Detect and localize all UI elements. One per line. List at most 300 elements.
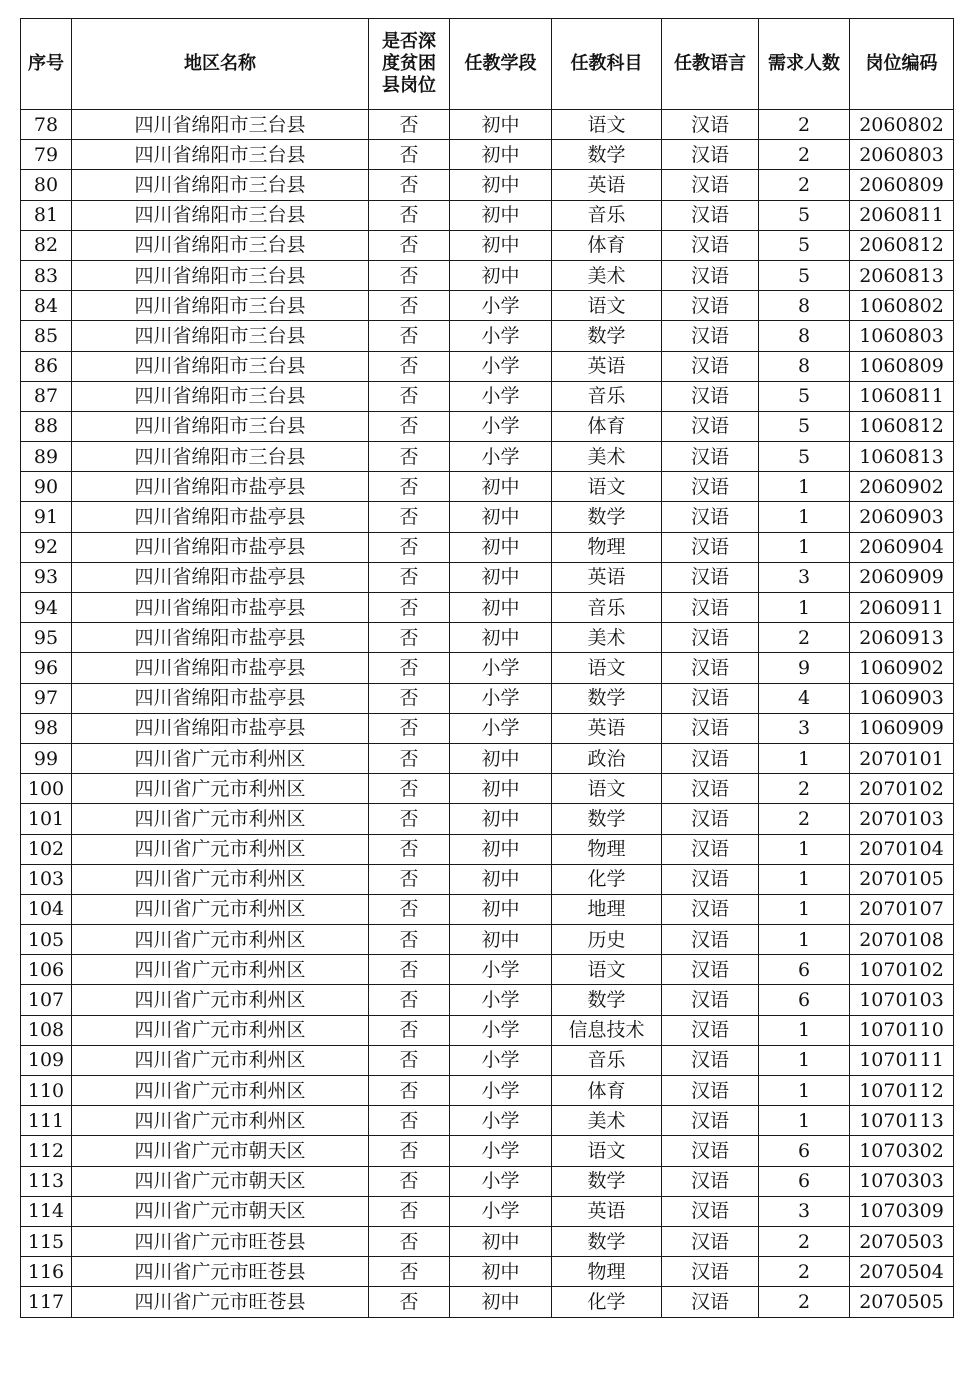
cell-poverty-county: 否 (369, 683, 450, 713)
cell-poverty-county: 否 (369, 1196, 450, 1226)
cell-demand-count: 1 (759, 894, 850, 924)
cell-position-code: 2060803 (850, 140, 954, 170)
cell-region: 四川省绵阳市三台县 (72, 260, 369, 290)
cell-seq: 87 (21, 381, 72, 411)
table-row (21, 985, 954, 1015)
cell-school-level: 初中 (450, 925, 552, 955)
cell-demand-count: 1 (759, 925, 850, 955)
cell-region: 四川省广元市旺苍县 (72, 1226, 369, 1256)
cell-position-code: 1070113 (850, 1106, 954, 1136)
cell-language: 汉语 (662, 955, 759, 985)
cell-school-level: 小学 (450, 985, 552, 1015)
cell-region: 四川省广元市旺苍县 (72, 1257, 369, 1287)
cell-seq: 103 (21, 864, 72, 894)
cell-language: 汉语 (662, 411, 759, 441)
table-row (21, 1257, 954, 1287)
cell-seq: 116 (21, 1257, 72, 1287)
cell-seq: 80 (21, 170, 72, 200)
header-seq: 序号 (21, 19, 72, 110)
header-row (21, 19, 954, 110)
cell-school-level: 初中 (450, 894, 552, 924)
cell-subject: 语文 (552, 653, 662, 683)
cell-poverty-county: 否 (369, 955, 450, 985)
cell-poverty-county: 否 (369, 502, 450, 532)
cell-school-level: 初中 (450, 864, 552, 894)
cell-position-code: 1060903 (850, 683, 954, 713)
cell-school-level: 初中 (450, 140, 552, 170)
cell-school-level: 初中 (450, 1257, 552, 1287)
cell-position-code: 2070503 (850, 1226, 954, 1256)
cell-region: 四川省广元市利州区 (72, 1045, 369, 1075)
cell-seq: 83 (21, 260, 72, 290)
cell-language: 汉语 (662, 1015, 759, 1045)
cell-school-level: 初中 (450, 623, 552, 653)
cell-demand-count: 5 (759, 200, 850, 230)
cell-demand-count: 3 (759, 562, 850, 592)
cell-position-code: 1060809 (850, 351, 954, 381)
cell-seq: 99 (21, 743, 72, 773)
table-row (21, 1196, 954, 1226)
cell-language: 汉语 (662, 291, 759, 321)
cell-subject: 体育 (552, 230, 662, 260)
cell-poverty-county: 否 (369, 1076, 450, 1106)
cell-poverty-county: 否 (369, 864, 450, 894)
cell-region: 四川省绵阳市三台县 (72, 170, 369, 200)
cell-seq: 114 (21, 1196, 72, 1226)
cell-language: 汉语 (662, 532, 759, 562)
table-row (21, 925, 954, 955)
cell-school-level: 小学 (450, 1166, 552, 1196)
cell-position-code: 2070107 (850, 894, 954, 924)
cell-seq: 109 (21, 1045, 72, 1075)
table-row (21, 834, 954, 864)
cell-subject: 英语 (552, 170, 662, 200)
cell-language: 汉语 (662, 894, 759, 924)
cell-poverty-county: 否 (369, 562, 450, 592)
table-row (21, 864, 954, 894)
cell-school-level: 初中 (450, 593, 552, 623)
cell-region: 四川省广元市旺苍县 (72, 1287, 369, 1317)
cell-region: 四川省广元市朝天区 (72, 1166, 369, 1196)
cell-demand-count: 2 (759, 1226, 850, 1256)
cell-region: 四川省广元市利州区 (72, 743, 369, 773)
cell-poverty-county: 否 (369, 260, 450, 290)
table-row (21, 230, 954, 260)
cell-poverty-county: 否 (369, 593, 450, 623)
table-row (21, 260, 954, 290)
cell-language: 汉语 (662, 743, 759, 773)
table-row (21, 381, 954, 411)
cell-region: 四川省绵阳市盐亭县 (72, 683, 369, 713)
cell-school-level: 小学 (450, 1196, 552, 1226)
table-row (21, 683, 954, 713)
table-row (21, 955, 954, 985)
cell-position-code: 2060903 (850, 502, 954, 532)
cell-subject: 英语 (552, 351, 662, 381)
cell-position-code: 1070103 (850, 985, 954, 1015)
cell-seq: 115 (21, 1226, 72, 1256)
cell-language: 汉语 (662, 623, 759, 653)
cell-demand-count: 8 (759, 351, 850, 381)
table-row (21, 140, 954, 170)
cell-region: 四川省绵阳市三台县 (72, 230, 369, 260)
cell-subject: 音乐 (552, 593, 662, 623)
cell-seq: 78 (21, 110, 72, 140)
cell-region: 四川省广元市利州区 (72, 1015, 369, 1045)
cell-position-code: 2060811 (850, 200, 954, 230)
cell-poverty-county: 否 (369, 411, 450, 441)
header-school-level: 任教学段 (450, 19, 552, 110)
cell-seq: 81 (21, 200, 72, 230)
cell-demand-count: 2 (759, 110, 850, 140)
cell-demand-count: 5 (759, 230, 850, 260)
cell-subject: 美术 (552, 1106, 662, 1136)
cell-demand-count: 6 (759, 955, 850, 985)
cell-school-level: 初中 (450, 230, 552, 260)
cell-region: 四川省绵阳市三台县 (72, 321, 369, 351)
cell-language: 汉语 (662, 110, 759, 140)
cell-poverty-county: 否 (369, 1287, 450, 1317)
cell-region: 四川省广元市利州区 (72, 1106, 369, 1136)
cell-language: 汉语 (662, 653, 759, 683)
cell-region: 四川省绵阳市三台县 (72, 200, 369, 230)
cell-region: 四川省广元市利州区 (72, 804, 369, 834)
cell-subject: 音乐 (552, 200, 662, 230)
cell-position-code: 2060812 (850, 230, 954, 260)
cell-poverty-county: 否 (369, 110, 450, 140)
cell-language: 汉语 (662, 1045, 759, 1075)
cell-demand-count: 1 (759, 743, 850, 773)
cell-demand-count: 2 (759, 1287, 850, 1317)
cell-demand-count: 8 (759, 321, 850, 351)
cell-seq: 92 (21, 532, 72, 562)
cell-subject: 数学 (552, 683, 662, 713)
cell-region: 四川省广元市利州区 (72, 955, 369, 985)
cell-poverty-county: 否 (369, 140, 450, 170)
cell-school-level: 小学 (450, 351, 552, 381)
cell-demand-count: 5 (759, 381, 850, 411)
cell-language: 汉语 (662, 260, 759, 290)
cell-region: 四川省广元市利州区 (72, 894, 369, 924)
cell-region: 四川省绵阳市盐亭县 (72, 562, 369, 592)
cell-position-code: 2060913 (850, 623, 954, 653)
cell-school-level: 小学 (450, 1106, 552, 1136)
cell-language: 汉语 (662, 502, 759, 532)
cell-language: 汉语 (662, 834, 759, 864)
cell-seq: 94 (21, 593, 72, 623)
cell-subject: 数学 (552, 985, 662, 1015)
cell-school-level: 初中 (450, 1226, 552, 1256)
cell-poverty-county: 否 (369, 472, 450, 502)
cell-demand-count: 5 (759, 442, 850, 472)
cell-demand-count: 1 (759, 834, 850, 864)
cell-poverty-county: 否 (369, 623, 450, 653)
cell-seq: 113 (21, 1166, 72, 1196)
cell-seq: 105 (21, 925, 72, 955)
cell-language: 汉语 (662, 1136, 759, 1166)
cell-poverty-county: 否 (369, 653, 450, 683)
cell-demand-count: 1 (759, 864, 850, 894)
cell-subject: 地理 (552, 894, 662, 924)
cell-seq: 117 (21, 1287, 72, 1317)
cell-region: 四川省绵阳市三台县 (72, 442, 369, 472)
cell-school-level: 初中 (450, 774, 552, 804)
table-row (21, 804, 954, 834)
table-body (21, 110, 954, 1318)
cell-position-code: 2070102 (850, 774, 954, 804)
cell-seq: 110 (21, 1076, 72, 1106)
cell-language: 汉语 (662, 381, 759, 411)
cell-language: 汉语 (662, 925, 759, 955)
cell-poverty-county: 否 (369, 1226, 450, 1256)
cell-seq: 82 (21, 230, 72, 260)
cell-demand-count: 1 (759, 1045, 850, 1075)
cell-language: 汉语 (662, 804, 759, 834)
cell-region: 四川省广元市利州区 (72, 1076, 369, 1106)
cell-region: 四川省绵阳市盐亭县 (72, 472, 369, 502)
cell-seq: 112 (21, 1136, 72, 1166)
cell-position-code: 1060802 (850, 291, 954, 321)
cell-subject: 历史 (552, 925, 662, 955)
cell-poverty-county: 否 (369, 925, 450, 955)
table-row (21, 593, 954, 623)
cell-subject: 数学 (552, 140, 662, 170)
cell-school-level: 小学 (450, 653, 552, 683)
table-row (21, 472, 954, 502)
cell-region: 四川省绵阳市盐亭县 (72, 593, 369, 623)
table-row (21, 321, 954, 351)
cell-school-level: 初中 (450, 834, 552, 864)
cell-subject: 数学 (552, 321, 662, 351)
cell-position-code: 2060904 (850, 532, 954, 562)
cell-language: 汉语 (662, 472, 759, 502)
cell-subject: 物理 (552, 1257, 662, 1287)
cell-position-code: 1070110 (850, 1015, 954, 1045)
cell-poverty-county: 否 (369, 291, 450, 321)
cell-region: 四川省绵阳市盐亭县 (72, 713, 369, 743)
cell-subject: 数学 (552, 502, 662, 532)
cell-subject: 数学 (552, 1166, 662, 1196)
cell-demand-count: 3 (759, 713, 850, 743)
cell-poverty-county: 否 (369, 743, 450, 773)
cell-region: 四川省广元市朝天区 (72, 1196, 369, 1226)
cell-position-code: 2070505 (850, 1287, 954, 1317)
cell-poverty-county: 否 (369, 1166, 450, 1196)
cell-poverty-county: 否 (369, 1257, 450, 1287)
cell-school-level: 初中 (450, 110, 552, 140)
cell-language: 汉语 (662, 442, 759, 472)
table-row (21, 411, 954, 441)
cell-subject: 语文 (552, 472, 662, 502)
cell-school-level: 小学 (450, 411, 552, 441)
cell-seq: 104 (21, 894, 72, 924)
cell-demand-count: 9 (759, 653, 850, 683)
cell-region: 四川省绵阳市盐亭县 (72, 653, 369, 683)
cell-demand-count: 2 (759, 140, 850, 170)
cell-subject: 语文 (552, 955, 662, 985)
cell-seq: 106 (21, 955, 72, 985)
table-row (21, 743, 954, 773)
cell-demand-count: 5 (759, 260, 850, 290)
cell-demand-count: 2 (759, 1257, 850, 1287)
cell-language: 汉语 (662, 170, 759, 200)
cell-poverty-county: 否 (369, 230, 450, 260)
table-row (21, 1015, 954, 1045)
cell-school-level: 小学 (450, 713, 552, 743)
cell-demand-count: 6 (759, 985, 850, 1015)
cell-region: 四川省广元市利州区 (72, 864, 369, 894)
cell-subject: 语文 (552, 110, 662, 140)
cell-poverty-county: 否 (369, 1136, 450, 1166)
table-row (21, 713, 954, 743)
cell-poverty-county: 否 (369, 200, 450, 230)
cell-poverty-county: 否 (369, 804, 450, 834)
cell-demand-count: 1 (759, 1015, 850, 1045)
cell-position-code: 2060809 (850, 170, 954, 200)
table-row (21, 502, 954, 532)
cell-seq: 90 (21, 472, 72, 502)
cell-demand-count: 1 (759, 502, 850, 532)
cell-demand-count: 3 (759, 1196, 850, 1226)
cell-region: 四川省绵阳市三台县 (72, 291, 369, 321)
cell-position-code: 1060803 (850, 321, 954, 351)
cell-school-level: 初中 (450, 170, 552, 200)
table-row (21, 1226, 954, 1256)
header-poverty-county: 是否深度贫困县岗位 (369, 19, 450, 110)
cell-school-level: 初中 (450, 502, 552, 532)
table-row (21, 170, 954, 200)
cell-school-level: 小学 (450, 1076, 552, 1106)
cell-school-level: 初中 (450, 743, 552, 773)
cell-language: 汉语 (662, 230, 759, 260)
cell-region: 四川省绵阳市三台县 (72, 140, 369, 170)
cell-subject: 英语 (552, 562, 662, 592)
cell-subject: 体育 (552, 1076, 662, 1106)
cell-poverty-county: 否 (369, 834, 450, 864)
table-row (21, 653, 954, 683)
cell-seq: 86 (21, 351, 72, 381)
cell-subject: 美术 (552, 442, 662, 472)
header-region: 地区名称 (72, 19, 369, 110)
cell-school-level: 小学 (450, 442, 552, 472)
cell-school-level: 初中 (450, 260, 552, 290)
cell-language: 汉语 (662, 562, 759, 592)
cell-seq: 85 (21, 321, 72, 351)
cell-poverty-county: 否 (369, 351, 450, 381)
cell-demand-count: 1 (759, 1106, 850, 1136)
cell-region: 四川省绵阳市三台县 (72, 110, 369, 140)
cell-region: 四川省绵阳市盐亭县 (72, 623, 369, 653)
cell-subject: 体育 (552, 411, 662, 441)
cell-position-code: 2060802 (850, 110, 954, 140)
cell-demand-count: 1 (759, 1076, 850, 1106)
cell-subject: 语文 (552, 291, 662, 321)
cell-language: 汉语 (662, 683, 759, 713)
cell-position-code: 2060909 (850, 562, 954, 592)
table-row (21, 110, 954, 140)
cell-school-level: 小学 (450, 1045, 552, 1075)
cell-demand-count: 2 (759, 623, 850, 653)
cell-seq: 84 (21, 291, 72, 321)
cell-position-code: 2060813 (850, 260, 954, 290)
cell-demand-count: 2 (759, 170, 850, 200)
cell-subject: 音乐 (552, 381, 662, 411)
cell-seq: 101 (21, 804, 72, 834)
table-row (21, 623, 954, 653)
cell-school-level: 初中 (450, 532, 552, 562)
cell-school-level: 初中 (450, 562, 552, 592)
table-row (21, 774, 954, 804)
cell-position-code: 2060902 (850, 472, 954, 502)
cell-position-code: 1070309 (850, 1196, 954, 1226)
cell-language: 汉语 (662, 864, 759, 894)
cell-position-code: 1060811 (850, 381, 954, 411)
cell-position-code: 2070504 (850, 1257, 954, 1287)
cell-region: 四川省广元市利州区 (72, 985, 369, 1015)
recruitment-table (20, 18, 954, 1318)
cell-position-code: 2070104 (850, 834, 954, 864)
table-row (21, 532, 954, 562)
cell-poverty-county: 否 (369, 381, 450, 411)
cell-poverty-county: 否 (369, 1015, 450, 1045)
table-row (21, 1045, 954, 1075)
cell-demand-count: 2 (759, 774, 850, 804)
table-row (21, 1287, 954, 1317)
cell-seq: 88 (21, 411, 72, 441)
cell-demand-count: 1 (759, 593, 850, 623)
header-language: 任教语言 (662, 19, 759, 110)
cell-position-code: 2070108 (850, 925, 954, 955)
cell-subject: 政治 (552, 743, 662, 773)
cell-language: 汉语 (662, 140, 759, 170)
cell-language: 汉语 (662, 1287, 759, 1317)
cell-demand-count: 1 (759, 532, 850, 562)
table-row (21, 1136, 954, 1166)
cell-seq: 79 (21, 140, 72, 170)
cell-seq: 93 (21, 562, 72, 592)
cell-subject: 信息技术 (552, 1015, 662, 1045)
cell-poverty-county: 否 (369, 321, 450, 351)
cell-subject: 语文 (552, 1136, 662, 1166)
cell-region: 四川省绵阳市三台县 (72, 351, 369, 381)
cell-school-level: 小学 (450, 683, 552, 713)
cell-region: 四川省广元市利州区 (72, 925, 369, 955)
cell-school-level: 初中 (450, 200, 552, 230)
cell-region: 四川省广元市利州区 (72, 774, 369, 804)
cell-subject: 美术 (552, 623, 662, 653)
cell-poverty-county: 否 (369, 532, 450, 562)
cell-position-code: 2060911 (850, 593, 954, 623)
table-row (21, 200, 954, 230)
cell-poverty-county: 否 (369, 170, 450, 200)
cell-subject: 语文 (552, 774, 662, 804)
cell-subject: 音乐 (552, 1045, 662, 1075)
cell-position-code: 1060909 (850, 713, 954, 743)
table-header (21, 19, 954, 110)
cell-seq: 108 (21, 1015, 72, 1045)
cell-seq: 98 (21, 713, 72, 743)
cell-poverty-county: 否 (369, 713, 450, 743)
cell-subject: 物理 (552, 532, 662, 562)
cell-position-code: 1070302 (850, 1136, 954, 1166)
cell-school-level: 小学 (450, 955, 552, 985)
cell-position-code: 1060902 (850, 653, 954, 683)
cell-seq: 102 (21, 834, 72, 864)
cell-region: 四川省广元市朝天区 (72, 1136, 369, 1166)
cell-subject: 美术 (552, 260, 662, 290)
cell-poverty-county: 否 (369, 1045, 450, 1075)
cell-school-level: 小学 (450, 321, 552, 351)
